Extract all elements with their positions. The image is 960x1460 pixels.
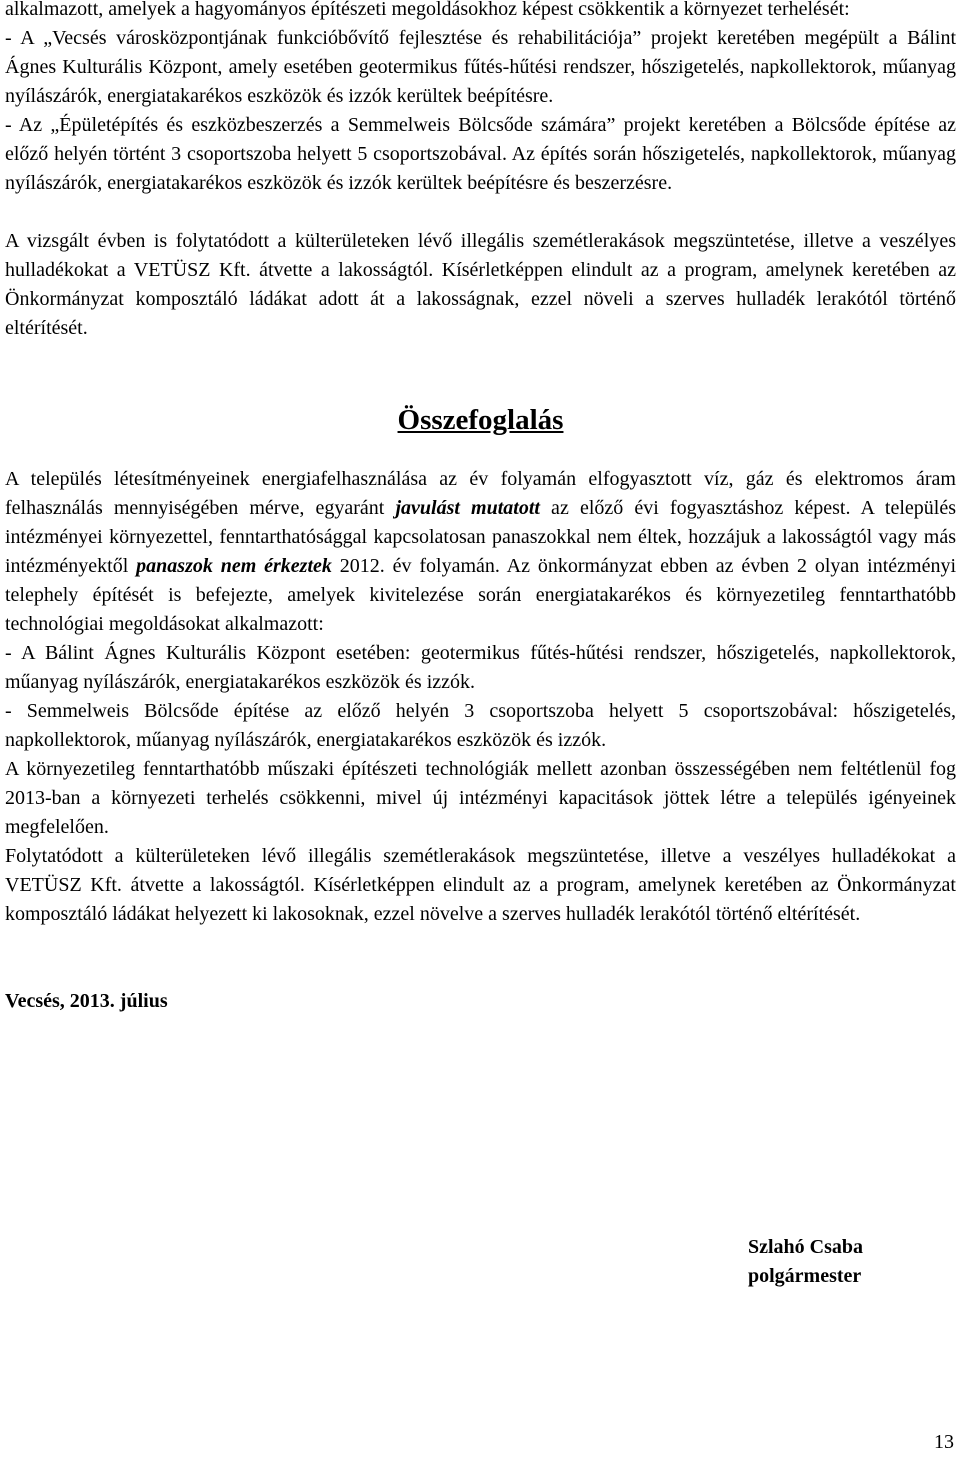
summary-paragraph-3: Folytatódott a külterületeken lévő illegális szemétlerakások megszüntetése, illetve a veszélyes hulladékokat a VETÜSZ Kft. átvette a lakosságtól. Kísérletképpen elindult az a program, amelynek keretében az Önkormányzat komposztáló ládákat helyezett ki lakosoknak, ezzel növelve a szerves hulladék lerakótól történő eltérítését.: [5, 845, 956, 925]
date-line: Vecsés, 2013. július: [5, 990, 168, 1012]
signatory-name: Szlahó Csaba: [748, 1236, 864, 1258]
spacer: [5, 929, 956, 987]
spacer: [5, 198, 956, 227]
document-page: [5, 0, 956, 1016]
summary-list-item-2: - Semmelweis Bölcsőde építése az előző helyén 3 csoportszoba helyett 5 csoportszobával: hőszigetelés, napkollektorok, műanyag nyílászárók, energiatakarékos eszközök és izzók.: [5, 700, 956, 751]
project-paragraph-2: - Az „Épületépítés és eszközbeszerzés a Semmelweis Bölcsőde számára” projekt keretében a Bölcsőde építése az előző helyén történt 3 csoportszoba helyett 5 csoportszobával. Az építés során hőszigetelés, napkollektorok, műanyag nyílászárók, energiatakarékos eszközök és izzók kerültek beépítésre és beszerzésre.: [5, 114, 956, 194]
summary-paragraph-1: [5, 465, 956, 639]
page-number: 13: [934, 1431, 954, 1453]
summary-heading: Összefoglalás: [397, 404, 564, 436]
emphasis-improvement: javulást mutatott: [395, 497, 540, 519]
spacer: [5, 343, 956, 400]
summary-list-item-1: - A Bálint Ágnes Kulturális Központ esetében: geotermikus fűtés-hűtési rendszer, hőszigetelés, napkollektorok, műanyag nyílászárók, energiatakarékos eszközök és izzók.: [5, 642, 956, 693]
waste-paragraph: A vizsgált évben is folytatódott a külterületeken lévő illegális szemétlerakások megszüntetése, illetve a veszélyes hulladékokat a VETÜSZ Kft. átvette a lakosságtól. Kísérletképpen elindult az a program, amelynek keretében az Önkormányzat komposztáló ládákat adott át a lakosságnak, ezzel növeli a szerves hulladék lerakótól történő eltérítését.: [5, 230, 956, 339]
summary-paragraph-2: A környezetileg fenntarthatóbb műszaki építészeti technológiák mellett azonban összességében nem feltétlenül fog 2013-ban a környezeti terhelés csökkenni, mivel új intézményi kapacitások jöttek létre a település igényeinek megfelelően.: [5, 758, 956, 838]
summary-text: 2012. év folyamán. Az önkormányzat ebben az évben 2 olyan intézményi telephely építését is befejezte, amelyek kivitelezése során energiatakarékos és környezetileg fenntarthatóbb technológiai megoldásokat alkalmazott:: [5, 555, 957, 635]
continued-intro-paragraph: alkalmazott, amelyek a hagyományos építészeti megoldásokhoz képest csökkentik a környezet terhelését:: [5, 0, 850, 20]
signatory-title: polgármester: [748, 1265, 862, 1287]
signature-block: [748, 1233, 863, 1291]
summary-text: az előző évi fogyasztáshoz képest. A település intézményei környezettel, fenntarthatósággal kapcsolatosan panaszokkal nem éltek, hozzájuk a lakosságtól vagy más intézményektől: [5, 497, 957, 577]
project-paragraph-1: - A „Vecsés városközpontjának funkcióbővítő fejlesztése és rehabilitációja” projekt keretében megépült a Bálint Ágnes Kulturális Központ, amely esetében geotermikus fűtés-hűtési rendszer, hőszigetelés, napkollektorok, műanyag nyílászárók, energiatakarékos eszközök és izzók kerültek beépítésre.: [5, 27, 956, 107]
emphasis-no-complaints: panaszok nem érkeztek: [136, 555, 332, 577]
summary-text: A település létesítményeinek energiafelhasználása az év folyamán elfogyasztott víz, gáz és elektromos áram felhasználás mennyiségében mérve, egyaránt: [5, 468, 956, 519]
spacer: [5, 440, 956, 465]
